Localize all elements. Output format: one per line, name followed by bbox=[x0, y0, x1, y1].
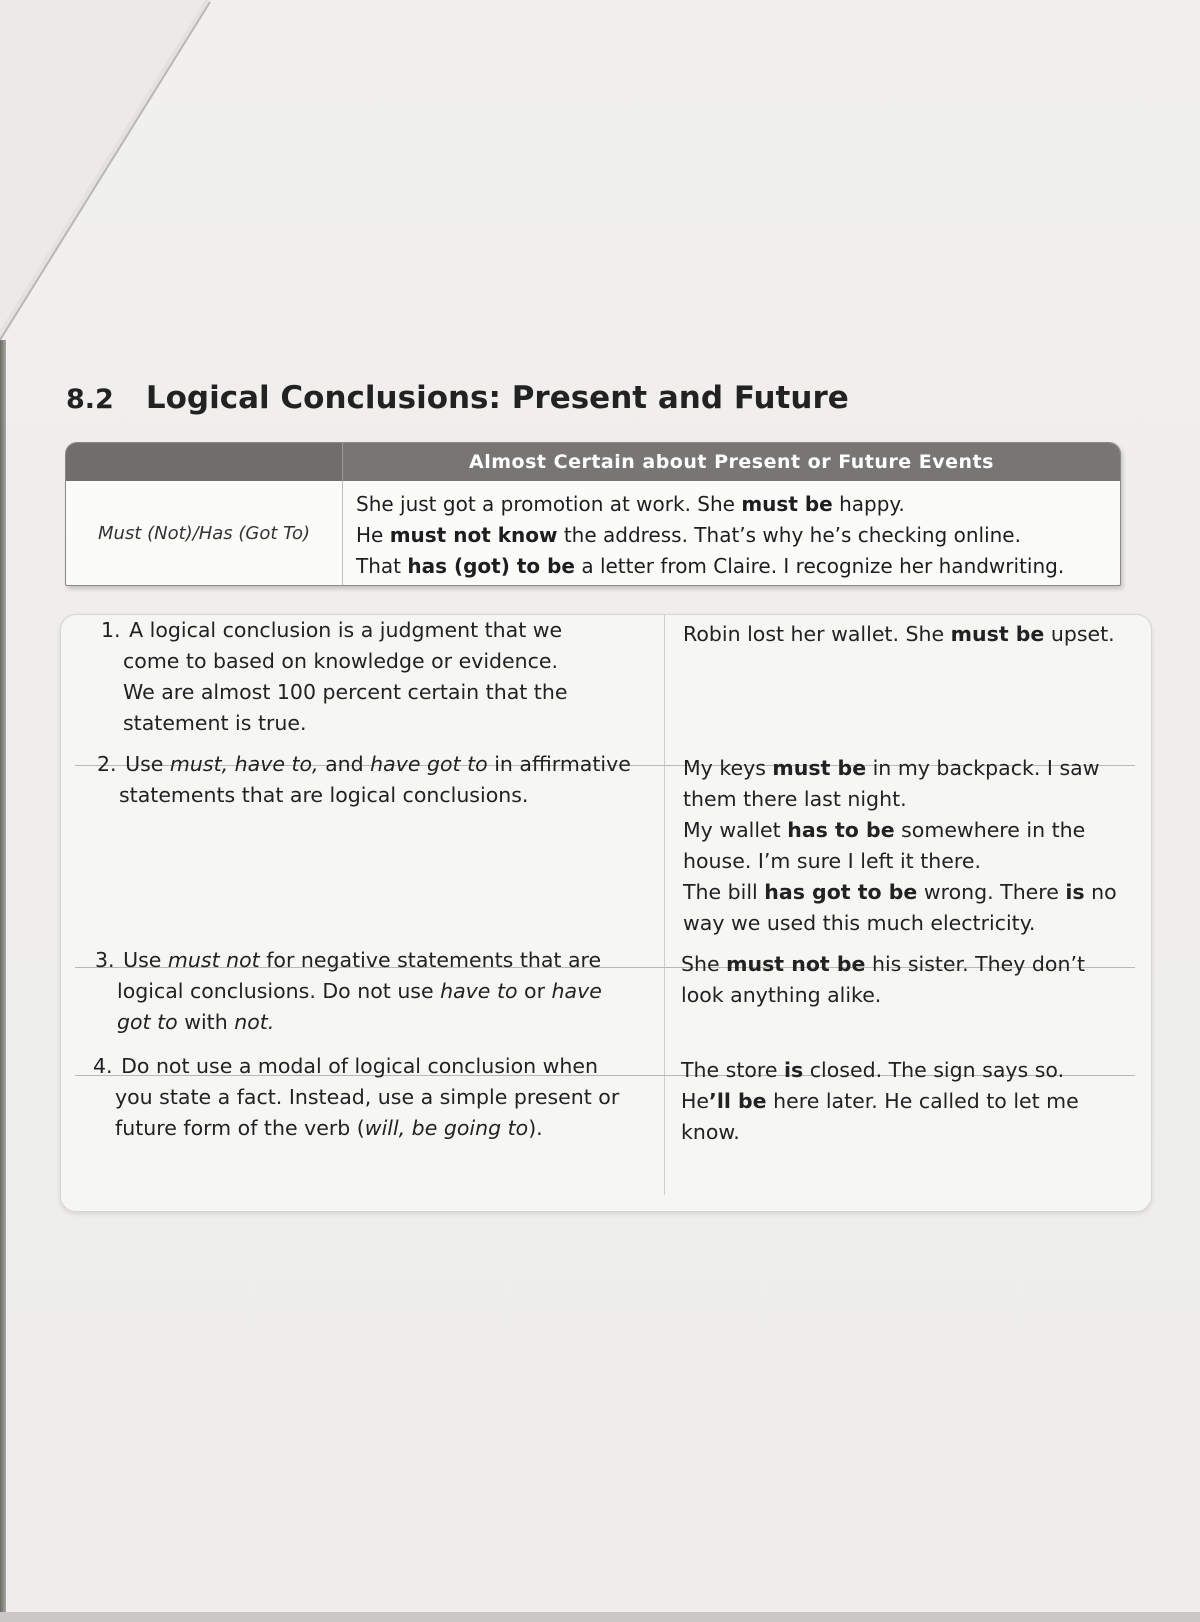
page-binding-edge bbox=[0, 340, 6, 1622]
chart-example: She just got a promotion at work. She must be happy. bbox=[356, 492, 905, 516]
note-2: 2. Use must, have to, and have got to in affirmative statements that are logical conclusions. bbox=[97, 752, 631, 807]
chart-row-label: Must (Not)/Has (Got To) bbox=[98, 522, 310, 544]
note-2-examples: My keys must be in my backpack. I saw them there last night. My wallet has to be somewhere in the house. I’m sure I left it there. The bill has got to be wrong. There is no way we used this much electricity. bbox=[683, 756, 1117, 935]
page-corner-fold bbox=[0, 0, 220, 345]
note-3-examples: She must not be his sister. They don’t look anything alike. bbox=[681, 952, 1086, 1007]
section-heading bbox=[66, 380, 849, 428]
note-4-examples: The store is closed. The sign says so. He’ll be here later. He called to let me know. bbox=[681, 1058, 1079, 1144]
notes-table bbox=[60, 614, 1152, 1212]
note-1: 1. A logical conclusion is a judgment that we come to based on knowledge or evidence. We are almost 100 percent certain that the statement is true. bbox=[101, 618, 568, 735]
chart-header-corner bbox=[66, 443, 343, 481]
chart-header-label: Almost Certain about Present or Future Events bbox=[469, 451, 994, 473]
page-bottom-edge bbox=[0, 1612, 1200, 1622]
note-3: 3. Use must not for negative statements that are logical conclusions. Do not use have to or have got to with not. bbox=[95, 948, 602, 1034]
chart-example: That has (got) to be a letter from Claire. I recognize her handwriting. bbox=[356, 554, 1065, 578]
chart-column-divider bbox=[342, 481, 343, 585]
note-1-examples: Robin lost her wallet. She must be upset. bbox=[683, 622, 1115, 646]
chart-examples bbox=[356, 489, 1116, 582]
chart-example: He must not know the address. That’s why he’s checking online. bbox=[356, 523, 1021, 547]
notes-column-divider bbox=[664, 615, 665, 1195]
section-title: Logical Conclusions: Present and Future bbox=[145, 380, 849, 416]
grammar-chart bbox=[65, 442, 1121, 586]
note-4: 4. Do not use a modal of logical conclusion when you state a fact. Instead, use a simple present or future form of the verb (will, be going to). bbox=[93, 1054, 620, 1140]
section-number: 8.2 bbox=[66, 384, 114, 415]
